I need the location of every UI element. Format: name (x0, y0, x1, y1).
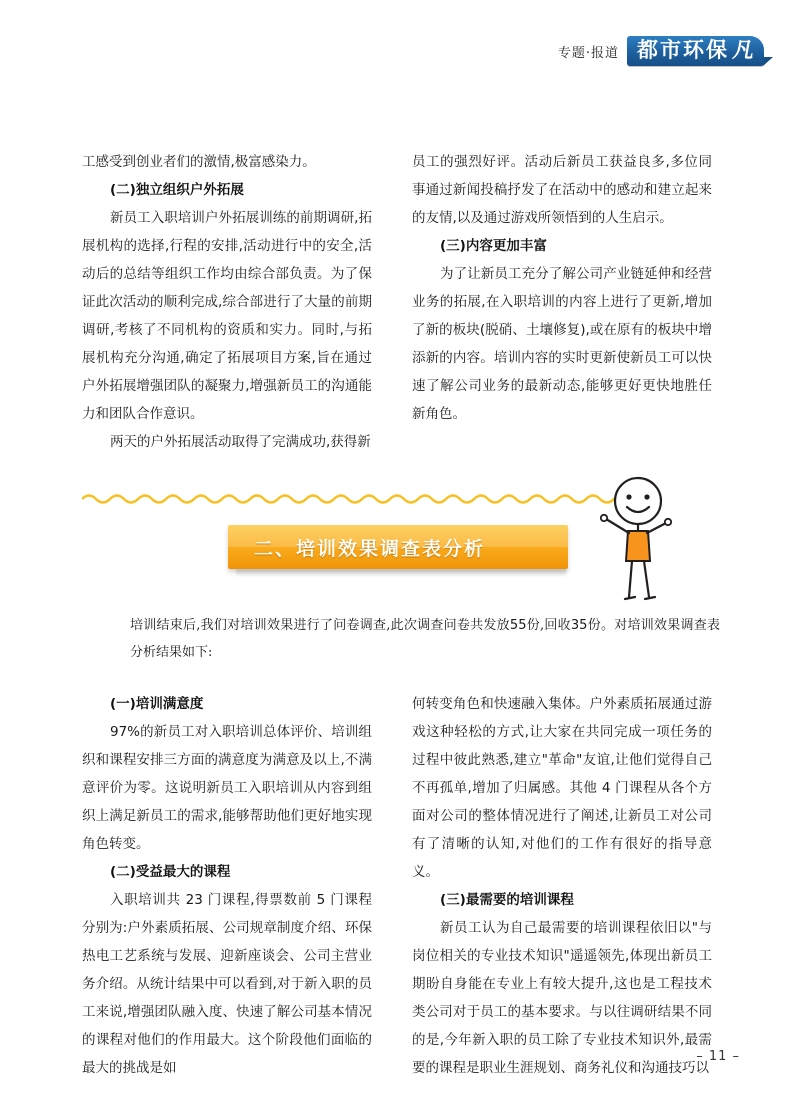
header-kicker: 专题·报道 (557, 46, 619, 61)
intro-sent-count: 55 (509, 618, 527, 633)
intro-after-text: 份。对培训效果调查表分析结果如下: (130, 618, 720, 660)
intro-received-count: 35 (570, 618, 588, 633)
subhead-most-needed-courses: (三)最需要的培训课程 (440, 892, 574, 908)
masthead-logo (627, 36, 764, 66)
stick-figure-mascot-icon (580, 475, 690, 605)
page-number: – 11 – (696, 1049, 740, 1064)
intro-mid-text: 份,回收 (526, 618, 571, 633)
masthead-tail-shape (763, 57, 773, 66)
masthead-accent-glyph: 凡 (730, 38, 757, 62)
column-bottom-right (412, 690, 712, 1082)
subhead-richer-content: (三)内容更加丰富 (440, 238, 547, 254)
column-top-left (82, 148, 372, 456)
paragraph-continued-top-right: 员工的强烈好评。活动后新员工获益良多,多位同事通过新闻投稿抒发了在活动中的感动和建立起来的友情,以及通过游戏所领悟到的人生启示。 (412, 154, 712, 226)
column-bottom-left (82, 690, 372, 1082)
section-banner (228, 525, 568, 569)
column-top-right (412, 148, 712, 428)
paragraph-bottom-left-2: 入职培训共 23 门课程,得票数前 5 门课程分别为:户外素质拓展、公司规章制度介绍、环保热电工艺系统与发展、迎新座谈会、公司主营业务介绍。从统计结果中可以看到,对于新入职的员工来说,增强团队融入度、快速了解公司基本情况的课程对他们的作用最大。这个阶段他们面临的最大的挑战是如 (82, 892, 372, 1076)
section-banner-title: 二、培训效果调查表分析 (254, 537, 486, 560)
masthead-title: 都市环保 (637, 38, 729, 62)
wavy-divider-icon (82, 492, 642, 506)
paragraph-continued-bottom-right: 何转变角色和快速融入集体。户外素质拓展通过游戏这种轻松的方式,让大家在共同完成一项任务的过程中彼此熟悉,建立"革命"友谊,让他们觉得自己不再孤单,增加了归属感。其他 4 门课程从各个方面对公司的整体情况进行了阐述,让新员工对公司有了清晰的认知,对他们的工作有很好的指导意义。 (412, 696, 712, 880)
banner-shadow (236, 569, 566, 577)
paragraph-top-right-1: 为了让新员工充分了解公司产业链延伸和经营业务的拓展,在入职培训的内容上进行了更新,增加了新的板块(脱硝、土壤修复),或在原有的板块中增添新的内容。培训内容的实时更新使新员工可以快速了解公司业务的最新动态,能够更好更快地胜任新角色。 (412, 266, 712, 422)
paragraph-top-left-2: 两天的户外拓展活动取得了完满成功,获得新 (110, 434, 371, 450)
subhead-training-satisfaction: (一)培训满意度 (110, 696, 204, 712)
section-intro-text (130, 612, 720, 666)
page-header (558, 36, 764, 66)
section-banner-zone (0, 455, 800, 660)
paragraph-top-left-1: 新员工入职培训户外拓展训练的前期调研,拓展机构的选择,行程的安排,活动进行中的安全,活动后的总结等组织工作均由综合部负责。为了保证此次活动的顺利完成,综合部进行了大量的前期调研,考核了不同机构的资质和实力。同时,与拓展机构充分沟通,确定了拓展项目方案,旨在通过户外拓展增强团队的凝聚力,增强新员工的沟通能力和团队合作意识。 (82, 210, 372, 422)
paragraph-bottom-right-1: 新员工认为自己最需要的培训课程依旧以"与岗位相关的专业技术知识"遥遥领先,体现出新员工期盼自身能在专业上有较大提升,这也是工程技术类公司对于员工的基本要求。与以往调研结果不同的是,今年新入职的员工除了专业技术知识外,最需要的课程是职业生涯规划、商务礼仪和沟通技巧以 (412, 920, 712, 1076)
subhead-most-beneficial-courses: (二)受益最大的课程 (110, 864, 231, 880)
intro-before-text: 培训结束后,我们对培训效果进行了问卷调查,此次调查问卷共发放 (130, 618, 510, 633)
paragraph-continued-top-left: 工感受到创业者们的激情,极富感染力。 (82, 154, 316, 170)
subhead-independent-outdoor: (二)独立组织户外拓展 (110, 182, 244, 198)
paragraph-bottom-left-1: 97%的新员工对入职培训总体评价、培训组织和课程安排三方面的满意度为满意及以上,不满意评价为零。这说明新员工入职培训从内容到组织上满足新员工的需求,能够帮助他们更好地实现角色转变。 (82, 724, 372, 852)
